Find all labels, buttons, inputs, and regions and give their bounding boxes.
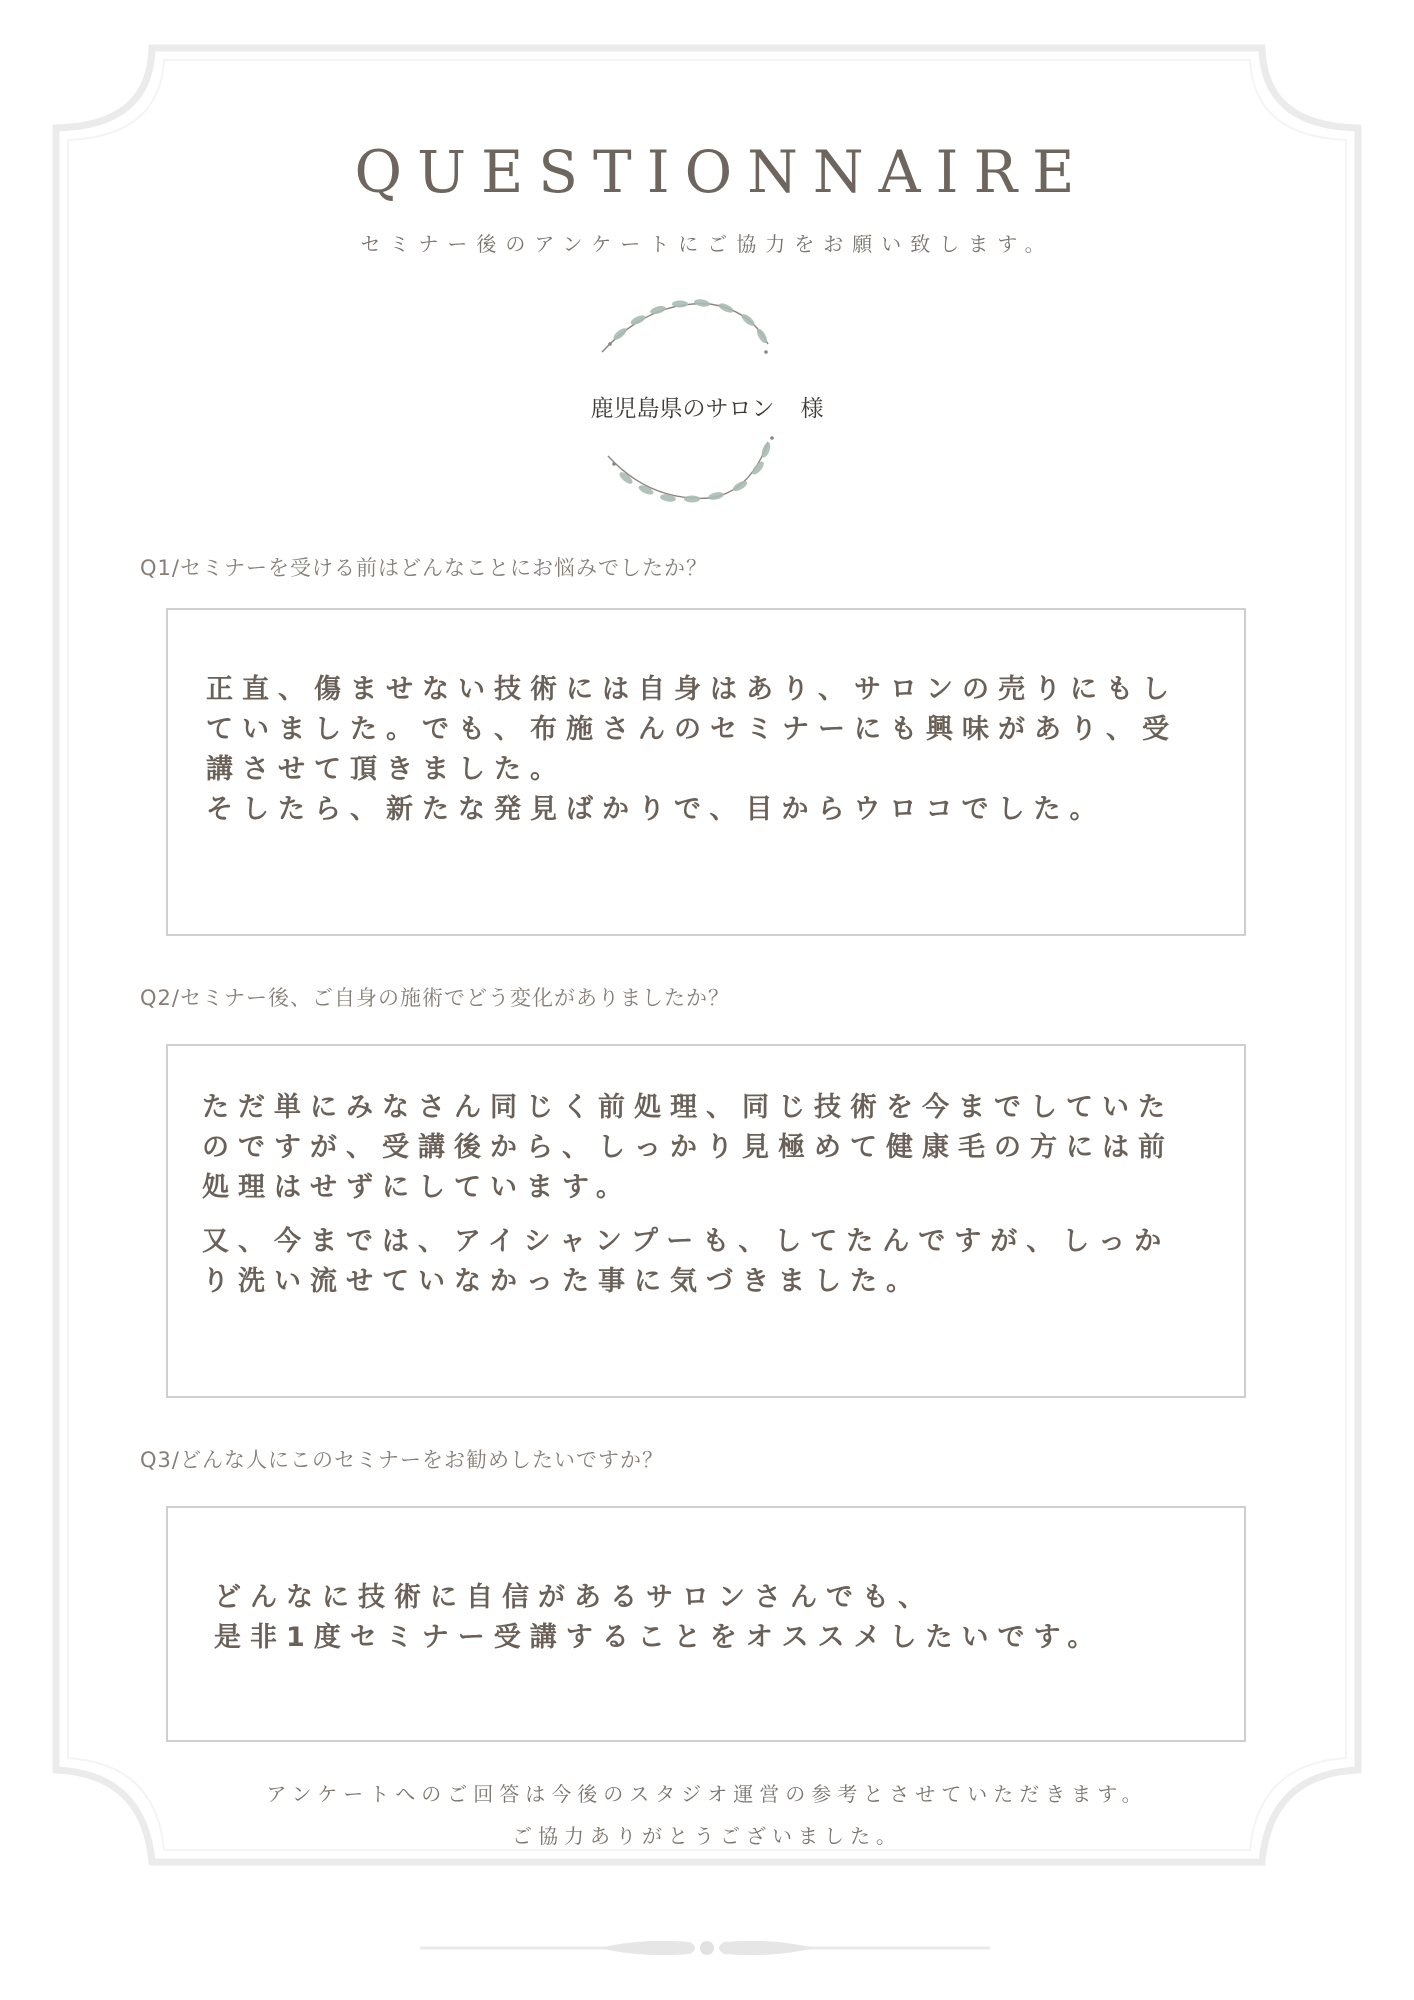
answer-line: どんなに技術に自信があるサロンさんでも、 [214, 1582, 934, 1613]
page-subtitle: セミナー後のアンケートにご協力をお願い致します。 [360, 232, 1054, 256]
answer-line: ただ単にみなさん同じく前処理、同じ技術を今までしていた [202, 1092, 1174, 1123]
footer-thanks: ご協力ありがとうございました。 [512, 1824, 902, 1848]
page-title: QUESTIONNAIRE [354, 138, 1090, 206]
answer-line: 又、今までは、アイシャンプーも、してたんですが、しっか [202, 1226, 1171, 1257]
question-1-label: Q1/セミナーを受ける前はどんなことにお悩みでしたか？ [140, 556, 708, 580]
honorific: 様 [800, 396, 824, 422]
salon-label: 鹿児島県のサロン [590, 396, 775, 422]
question-3-label: Q3/どんな人にこのセミナーをお勧めしたいですか？ [140, 1448, 664, 1472]
answer-line: り洗い流せていなかった事に気づきました。 [202, 1266, 922, 1297]
bottom-ornament [420, 1941, 990, 1955]
footer-note: アンケートへのご回答は今後のスタジオ運営の参考とさせていただきます。 [266, 1782, 1148, 1806]
salon-name [0, 390, 1414, 423]
answer-line: 処理はせずにしています。 [202, 1172, 632, 1203]
answer-line: 講させて頂きました。 [206, 754, 566, 785]
answer-line: ていました。でも、布施さんのセミナーにも興味があり、受 [206, 714, 1178, 745]
answer-line: そしたら、新たな発見ばかりで、目からウロコでした。 [206, 794, 1106, 825]
answer-3-text [214, 1578, 1103, 1658]
answer-2-text [202, 1088, 1174, 1302]
answer-line: 正直、傷ませない技術には自身はあり、サロンの売りにもし [206, 674, 1178, 705]
answer-1-text [206, 670, 1178, 830]
question-2-label: Q2/セミナー後、ご自身の施術でどう変化がありましたか？ [140, 986, 730, 1010]
answer-line: のですが、受講後から、しっかり見極めて健康毛の方には前 [202, 1132, 1174, 1163]
answer-line: 是非1度セミナー受講することをオススメしたいです。 [214, 1622, 1104, 1653]
